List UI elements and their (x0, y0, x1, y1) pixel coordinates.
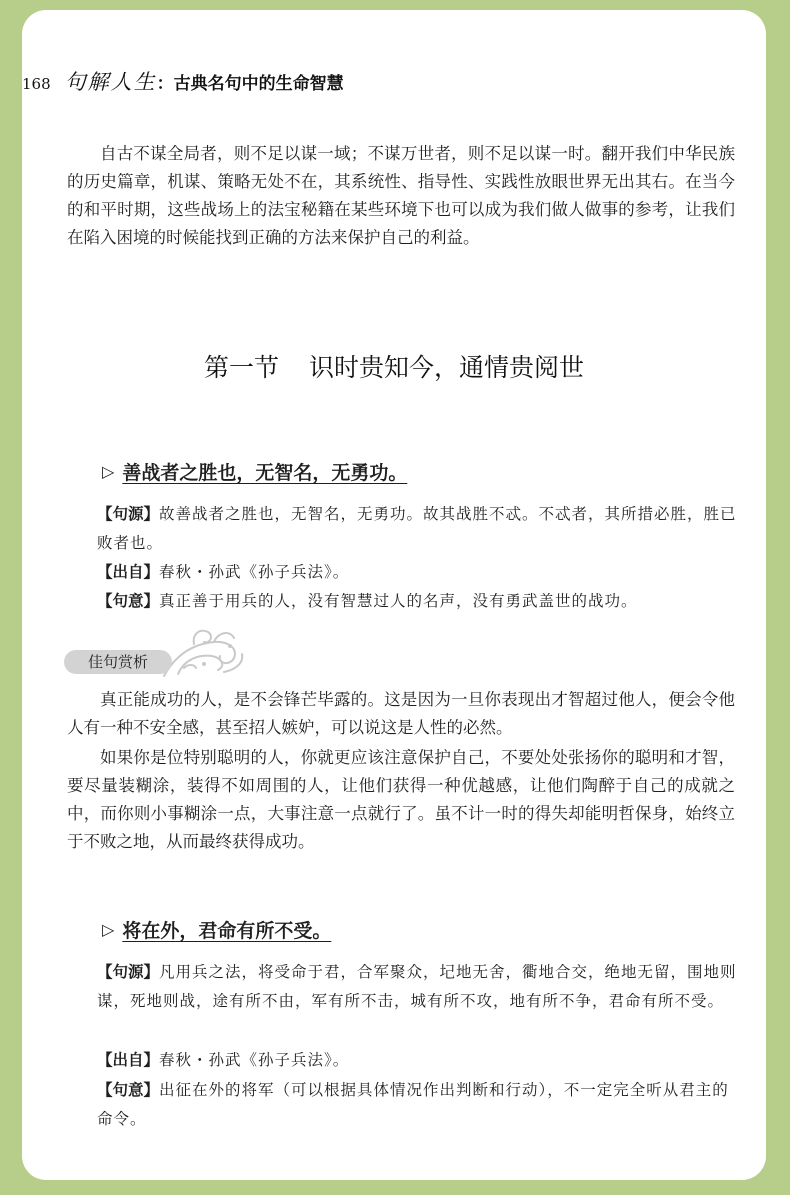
quote-meaning-2 (97, 1076, 737, 1134)
from-tag: 【出自】 (97, 1051, 160, 1069)
quote-source-2 (97, 958, 737, 1016)
triangle-icon: ▷ (102, 462, 115, 481)
meaning-text: 出征在外的将军（可以根据具体情况作出判断和行动），不一定完全听从君主的命令。 (97, 1081, 729, 1128)
quote-heading-2 (102, 916, 331, 943)
quote-meaning-1 (97, 587, 737, 616)
source-text: 故善战者之胜也，无智名，无勇功。故其战胜不忒。不忒者，其所措必胜，胜已败者也。 (97, 505, 737, 552)
quote-source-1 (97, 500, 737, 558)
meaning-tag: 【句意】 (97, 592, 160, 610)
book-subtitle: ：古典名句中的生命智慧 (156, 74, 344, 94)
appreciation-badge: 佳句赏析 (64, 650, 172, 674)
quote-from-1 (97, 558, 737, 587)
from-tag: 【出自】 (97, 563, 160, 581)
source-text: 凡用兵之法，将受命于君，合军聚众，圮地无舍，衢地合交，绝地无留，围地则谋，死地则战，途有所不由，军有所不击，城有所不攻，地有所不争，君命有所不受。 (97, 963, 737, 1010)
quote-title-1: 善战者之胜也，无智名，无勇功。 (122, 462, 408, 484)
quote-from-2 (97, 1046, 737, 1075)
book-title: 句解人生 (64, 70, 157, 94)
appreciation-section-label (64, 640, 204, 676)
section-number: 第一节 (203, 353, 279, 382)
source-tag: 【句源】 (97, 505, 160, 523)
analysis-paragraph-2: 如果你是位特别聪明的人，你就更应该注意保护自己，不要处处张扬你的聪明和才智，要尽量装糊涂，装得不如周围的人，让他们获得一种优越感，让他们陶醉于自己的成就之中，而你则小事糊涂一点，大事注意一点就行了。虽不计一时的得失却能明哲保身，始终立于不败之地，从而最终获得成功。 (67, 748, 735, 851)
book-page (22, 10, 766, 1180)
page-number: 168 (22, 75, 51, 93)
running-header (22, 66, 344, 96)
floral-ornament-icon (154, 624, 250, 680)
section-heading (22, 348, 766, 384)
meaning-text: 真正善于用兵的人，没有智慧过人的名声，没有勇武盖世的战功。 (159, 592, 638, 610)
triangle-icon: ▷ (102, 920, 115, 939)
analysis-paragraph-1: 真正能成功的人，是不会锋芒毕露的。这是因为一旦你表现出才智超过他人，便会令他人有一种不安全感，甚至招人嫉妒，可以说这是人性的必然。 (67, 690, 735, 737)
section-title: 识时贵知今，通情贵阅世 (309, 353, 585, 382)
meaning-tag: 【句意】 (97, 1081, 160, 1099)
source-tag: 【句源】 (97, 963, 160, 981)
quote-title-2: 将在外，君命有所不受。 (122, 920, 332, 942)
quote-heading-1 (102, 458, 407, 485)
intro-paragraph: 自古不谋全局者，则不足以谋一域；不谋万世者，则不足以谋一时。翻开我们中华民族的历史篇章，机谋、策略无处不在，其系统性、指导性、实践性放眼世界无出其右。在当今的和平时期，这些战场上的法宝秘籍在某些环境下也可以成为我们做人做事的参考，让我们在陷入困境的时候能找到正确的方法来保护自己的利益。 (67, 144, 735, 247)
from-text: 春秋・孙武《孙子兵法》。 (159, 1051, 350, 1069)
from-text: 春秋・孙武《孙子兵法》。 (159, 563, 350, 581)
